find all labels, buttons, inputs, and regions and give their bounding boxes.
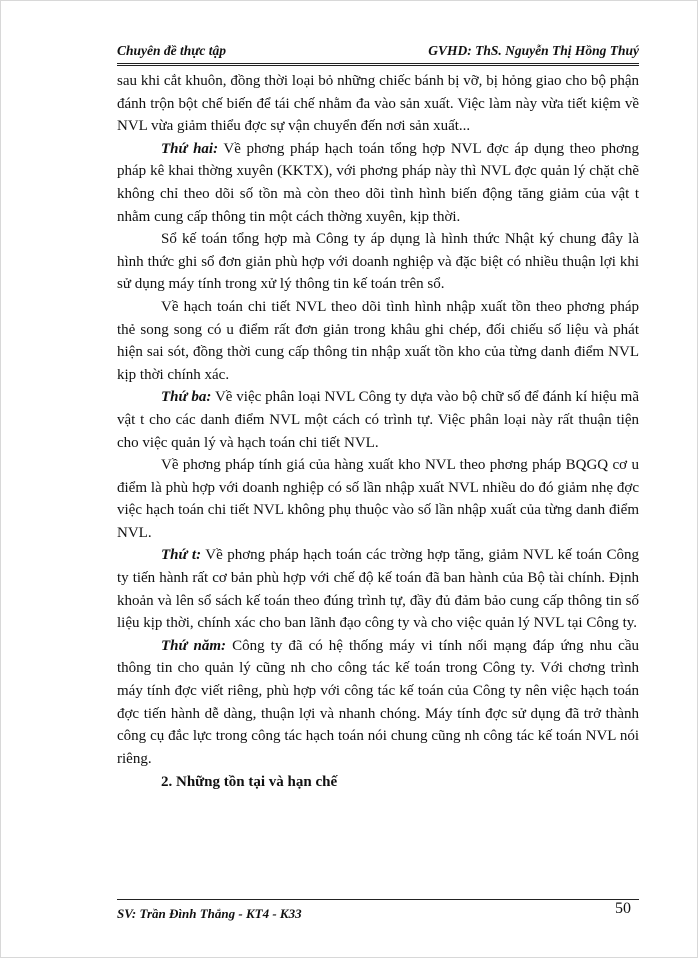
paragraph <box>117 544 639 634</box>
page-number: 50 <box>615 900 631 917</box>
header-report-title: Chuyên đề thực tập <box>117 43 226 58</box>
paragraph-text: Về phơng pháp hạch toán các trờng hợp tăng, giảm NVL kế toán Công ty tiến hành rất cơ bản phù hợp với chế độ kế toán đã ban hành của Bộ tài chính. Định khoản và lên sổ sách kế toán theo đúng trình tự, đầy đủ đảm bảo cung cấp thông tin số liệu kịp thời, chính xác cho ban lãnh đạo công ty và cho việc quản lý NVL tại Công ty. <box>117 547 639 632</box>
running-header <box>117 41 639 66</box>
paragraph <box>117 228 639 296</box>
paragraph-text: sau khi cắt khuôn, đồng thời loại bỏ những chiếc bánh bị vỡ, bị hỏng giao cho bộ phận đánh trộn bột chế biến để tái chế nhằm đa vào sản xuất. Việc làm này vừa tiết kiệm về NVL vừa giảm thiểu đợc sự vận chuyển đến nơi sản xuất... <box>117 73 639 135</box>
footer-author: SV: Trần Đình Thắng - KT4 - K33 <box>117 906 302 921</box>
paragraph <box>117 296 639 386</box>
body-text <box>117 70 639 794</box>
paragraph <box>117 138 639 228</box>
paragraph-lead: Thứ t: <box>161 547 202 564</box>
paragraph-text: Về hạch toán chi tiết NVL theo dõi tình hình nhập xuất tồn theo phơng pháp thẻ song song có u điểm rất đơn giản trong khâu ghi chép, đối chiếu số liệu và phát hiện sai sót, đồng thời cung cấp thông tin nhập xuất tồn kho của từng danh điểm NVL kịp thời chính xác. <box>117 298 639 383</box>
paragraph-lead: Thứ hai: <box>161 140 219 157</box>
paragraph-text: Sổ kế toán tổng hợp mà Công ty áp dụng là hình thức Nhật ký chung đây là hình thức ghi sổ đơn giản phù hợp với doanh nghiệp và đặc biệt có nhiều thuận lợi khi sử dụng máy tính trong xử lý thông tin kế toán trên sổ. <box>117 231 639 293</box>
section-heading: 2. Những tồn tại và hạn chế <box>161 774 338 791</box>
paragraph-lead: Thứ năm: <box>161 637 227 654</box>
paragraph <box>117 386 639 454</box>
paragraph-text: Về phơng pháp hạch toán tổng hợp NVL đợc áp dụng theo phơng pháp kê khai thờng xuyên (KKTX), với phơng pháp này thì NVL đợc quản lý chặt chẽ không chỉ theo dõi số tồn mà còn theo dõi tình hình biến động tăng giảm của vật t nhằm cung cấp thông tin một cách thờng xuyên, kịp thời. <box>117 140 640 225</box>
header-supervisor: GVHD: ThS. Nguyễn Thị Hồng Thuý <box>428 43 639 58</box>
paragraph-text: Công ty đã có hệ thống máy vi tính nối mạng đáp ứng nhu cầu thông tin cho quản lý cũng nh cho công tác kế toán trong Công ty. Với chơng trình máy tính đợc viết riêng, phù hợp với công tác kế toán của Công ty nên việc hạch toán đợc tiến hành dễ dàng, thuận lợi và nhanh chóng. Máy tính đợc sử dụng đã trở thành công cụ đắc lực trong công tác hạch toán nói chung cũng nh công tác kế toán NVL nói riêng. <box>117 637 639 767</box>
paragraph <box>117 454 639 544</box>
running-footer <box>117 899 639 924</box>
paragraph <box>117 635 639 771</box>
paragraph <box>117 70 639 138</box>
paragraph-lead: Thứ ba: <box>161 389 212 406</box>
paragraph-text: Về việc phân loại NVL Công ty dựa vào bộ chữ số để đánh kí hiệu mã vật t cho các danh điểm NVL một cách có trình tự. Việc phân loại này rất thuận tiện cho việc quản lý và hạch toán chi tiết NVL. <box>117 389 639 451</box>
paragraph-text: Về phơng pháp tính giá của hàng xuất kho NVL theo phơng pháp BQGQ cơ u điểm là phù hợp với doanh nghiệp có số lần nhập xuất NVL nhiều do đó giảm nhẹ đợc việc hạch toán chi tiết NVL không phụ thuộc vào số lần nhập xuất của từng danh điểm NVL. <box>117 457 639 541</box>
